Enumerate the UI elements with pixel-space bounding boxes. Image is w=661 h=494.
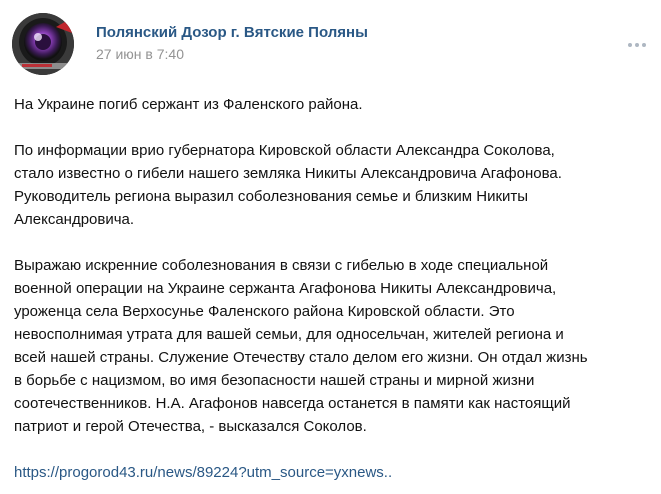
text-line: патриот и герой Отечества, - высказался Соколов. — [14, 418, 367, 435]
text-line: соотечественников. Н.А. Агафонов навсегда останется в памяти как настоящий — [14, 395, 571, 412]
community-name[interactable]: Полянский Дозор г. Вятские Поляны — [96, 24, 368, 41]
source-link[interactable]: https://progorod43.ru/news/89224?utm_source=yxnews.. — [14, 464, 393, 481]
avatar-image — [12, 13, 74, 75]
post-date[interactable]: 27 июн в 7:40 — [96, 46, 184, 62]
post-text — [14, 93, 644, 484]
paragraph-headline — [14, 93, 644, 116]
paragraph-link — [14, 461, 644, 484]
paragraph-quote — [14, 254, 644, 438]
text-line: уроженца села Верхосунье Фаленского района Кировской области. Это — [14, 303, 515, 320]
community-avatar[interactable] — [12, 13, 74, 75]
text-line: всей нашей страны. Служение Отечеству стало делом его жизни. Он отдал жизнь — [14, 349, 588, 366]
text-line: Руководитель региона выразил соболезнования семье и близким Никиты — [14, 188, 529, 205]
more-horizontal-icon[interactable] — [626, 38, 648, 50]
text-line: Выражаю искренние соболезнования в связи с гибелью в ходе специальной — [14, 257, 549, 274]
paragraph-info — [14, 139, 644, 231]
text-line: военной операции на Украине сержанта Агафонова Никиты Александровича, — [14, 280, 557, 297]
text-line: невосполнимая утрата для вашей семьи, для односельчан, жителей региона и — [14, 326, 564, 343]
text-line: в борьбе с нацизмом, во имя безопасности нашей страны и мирной жизни — [14, 372, 535, 389]
text-line: По информации врио губернатора Кировской области Александра Соколова, — [14, 142, 555, 159]
text-line: стало известно о гибели нашего земляка Никиты Александровича Агафонова. — [14, 165, 562, 182]
text-line: Александровича. — [14, 211, 135, 228]
text-line: На Украине погиб сержант из Фаленского района. — [14, 96, 363, 113]
